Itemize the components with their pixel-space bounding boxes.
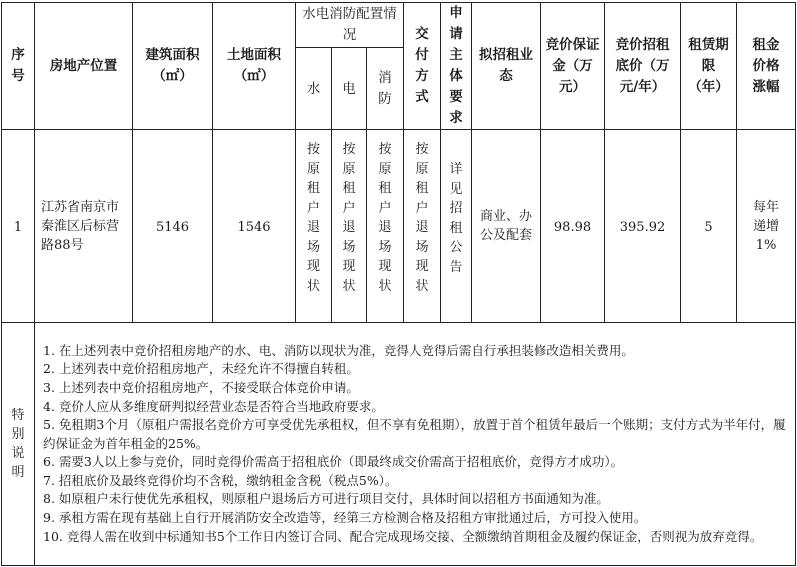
cell-rent-increase: 每年递增1%	[737, 130, 796, 323]
notes-cell	[35, 323, 796, 566]
note-item: 5. 免租期3个月（原租户需报名竞价方可享受优先承租权，但不享有免租期），放置于首个租赁年最后一个账期；支付方式为半年付，履约保证金为首年租金的25%。	[43, 417, 786, 451]
header-water: 水	[296, 48, 332, 130]
note-item: 4. 竞价人应从多维度研判拟经营业态是否符合当地政府要求。	[43, 398, 384, 414]
header-applicant: 申请主体要求	[441, 3, 472, 130]
header-utilities-group: 水电消防配置情况	[296, 3, 404, 48]
note-item: 1. 在上述列表中竞价招租房地产的水、电、消防以现状为准，竞得人竞得后需自行承担装修改造相关费用。	[43, 342, 634, 358]
cell-business: 商业、办公及配套	[472, 130, 541, 323]
cell-water: 按原租户退场现状	[296, 130, 332, 323]
note-item: 7. 招租底价及最终竞得价均不含税，缴纳租金含税（税点5%）。	[43, 472, 398, 488]
header-electricity: 电	[332, 48, 367, 130]
header-land-area: 土地面积（㎡）	[213, 3, 296, 130]
note-item: 9. 承租方需在现有基础上自行开展消防安全改造等，经第三方检测合格及招租方审批通过后，方可投入使用。	[43, 510, 647, 526]
note-item: 2. 上述列表中竞价招租房地产，未经允许不得擅自转租。	[43, 361, 359, 377]
header-delivery: 交付方式	[404, 3, 441, 130]
cell-land-area: 1546	[213, 130, 296, 323]
header-seq: 序号	[2, 3, 35, 130]
cell-seq: 1	[2, 130, 35, 323]
header-fire: 消防	[367, 48, 404, 130]
header-reserve-price: 竞价招租底价（万元/年）	[605, 3, 681, 130]
note-item: 8. 如原租户未行使优先承租权，则原租户退场后方可进行项目交付，具体时间以招租方书面通知为准。	[43, 491, 609, 507]
header-location: 房地产位置	[35, 3, 133, 130]
table-row	[2, 130, 796, 323]
header-business: 拟招租业态	[472, 3, 541, 130]
cell-electricity: 按原租户退场现状	[332, 130, 367, 323]
cell-delivery: 按原租户退场现状	[404, 130, 441, 323]
header-building-area: 建筑面积（㎡）	[133, 3, 213, 130]
header-deposit: 竞价保证金（万元）	[541, 3, 605, 130]
note-item: 10. 竞得人需在收到中标通知书5个工作日内签订合同、配合完成现场交接、全额缴纳首期租金及履约保证金，否则视为放弃竞得。	[43, 528, 763, 544]
cell-reserve-price: 395.92	[605, 130, 681, 323]
cell-deposit: 98.98	[541, 130, 605, 323]
cell-location: 江苏省南京市秦淮区后标营路88号	[35, 130, 133, 323]
notes-label: 特别说明	[2, 323, 35, 566]
note-item: 3. 上述列表中竞价招租房地产，不接受联合体竞价申请。	[43, 379, 359, 395]
cell-fire: 按原租户退场现状	[367, 130, 404, 323]
note-item: 6. 需要3人以上参与竞价，同时竞得价需高于招租底价（即最终成交价需高于招租底价，竞得方才成功）。	[43, 454, 624, 470]
header-rent-increase: 租金价格涨幅	[737, 3, 796, 130]
cell-applicant: 详见招租公告	[441, 130, 472, 323]
cell-building-area: 5146	[133, 130, 213, 323]
lease-table	[1, 2, 796, 566]
cell-lease-term: 5	[681, 130, 737, 323]
header-lease-term: 租赁期限（年）	[681, 3, 737, 130]
